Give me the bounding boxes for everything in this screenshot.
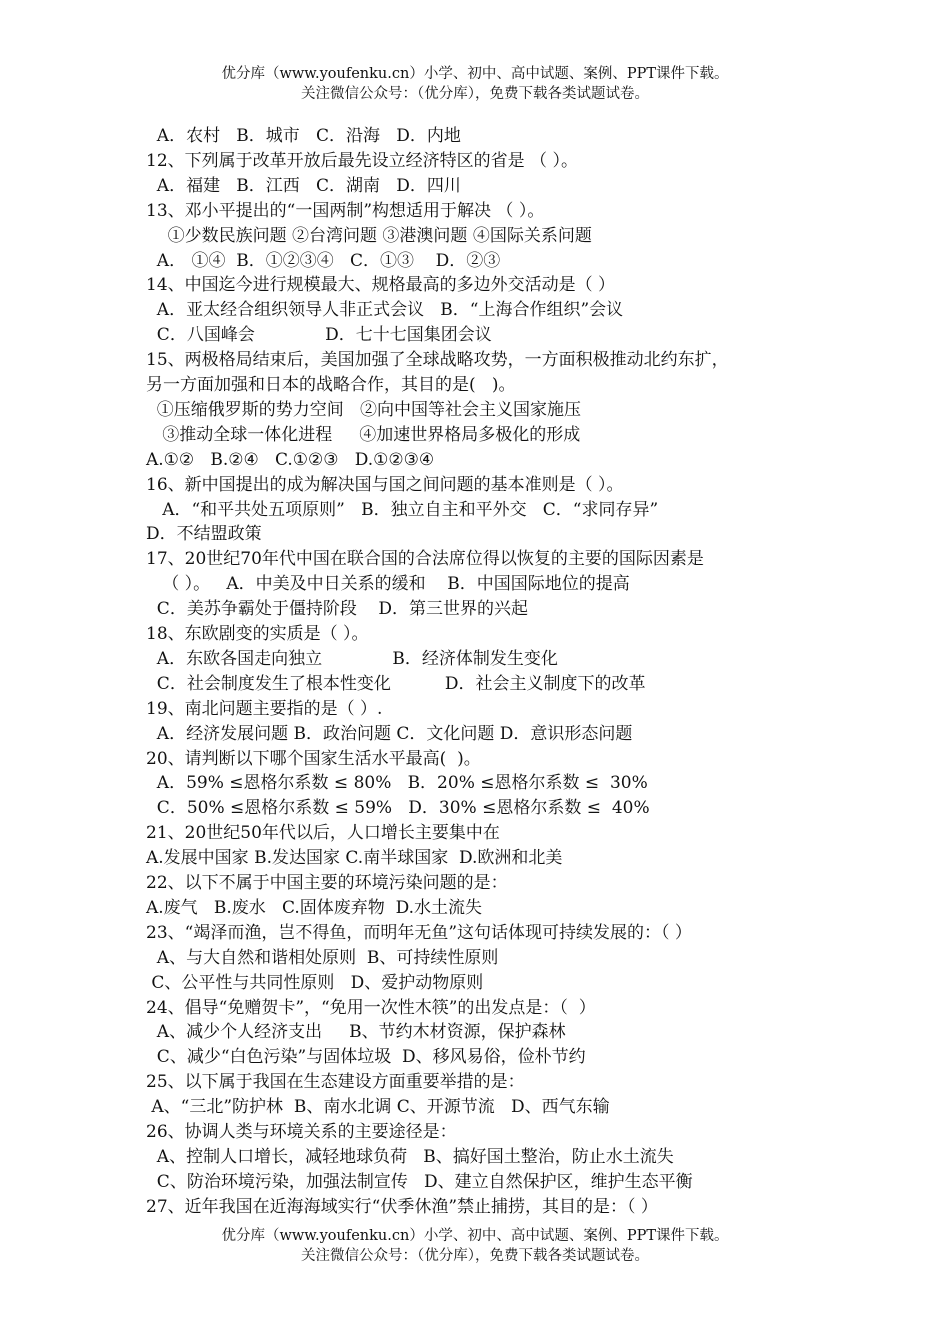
text-line: A．经济发展问题 B．政治问题 C．文化问题 D．意识形态问题 — [146, 723, 633, 744]
text-line: 16、新中国提出的成为解决国与国之间问题的基本准则是（ ）。 — [146, 474, 624, 495]
text-line: 20、请判断以下哪个国家生活水平最高( )。 — [146, 748, 481, 769]
text-line: C．八国峰会 D．七十七国集团会议 — [146, 325, 492, 346]
text-line: 14、中国迄今进行规模最大、规格最高的多边外交活动是（ ） — [146, 275, 616, 296]
text-line: 13、邓小平提出的“一国两制”构想适用于解决 （ ）。 — [146, 200, 545, 221]
text-line: A.发展中国家 B.发达国家 C.南半球国家 D.欧洲和北美 — [146, 848, 563, 869]
text-line: A．亚太经合组织领导人非正式会议 B．“上海合作组织”会议 — [146, 300, 624, 321]
header-line-1: 优分库（www.youfenku.cn）小学、初中、高中试题、案例、PPT课件下载。 — [221, 66, 729, 82]
text-line: C、公平性与共同性原则 D、爱护动物原则 — [146, 972, 484, 993]
text-line: 另一方面加强和日本的战略合作，其目的是( )。 — [146, 375, 516, 395]
text-line: 15、两极格局结束后，美国加强了全球战略攻势，一方面积极推动北约东扩， — [146, 350, 729, 371]
text-line: ①少数民族问题 ②台湾问题 ③港澳问题 ④国际关系问题 — [146, 225, 592, 246]
text-line: 21、20世纪50年代以后，人口增长主要集中在 — [146, 823, 500, 844]
text-line: C、减少“白色污染”与固体垃圾 D、移风易俗，俭朴节约 — [146, 1047, 586, 1068]
text-line: 26、协调人类与环境关系的主要途径是： — [146, 1122, 457, 1142]
text-line: 24、倡导“免赠贺卡”，“免用一次性木筷”的出发点是：（ ） — [146, 997, 596, 1018]
footer-line-2: 关注微信公众号：（优分库），免费下载各类试题试卷。 — [301, 1248, 649, 1264]
text-line: 27、近年我国在近海海域实行“伏季休渔”禁止捕捞，其目的是：（ ） — [146, 1196, 658, 1217]
text-line: A．福建 B．江西 C．湖南 D．四川 — [146, 175, 461, 196]
text-line: C、防治环境污染，加强法制宣传 D、建立自然保护区，维护生态平衡 — [146, 1171, 693, 1192]
text-line: C．美苏争霸处于僵持阶段 D．第三世界的兴起 — [146, 599, 529, 620]
text-line: A．东欧各国走向独立 B．经济体制发生变化 — [146, 648, 558, 669]
text-line: 18、东欧剧变的实质是（ ）。 — [146, 624, 369, 644]
text-line: A．“和平共处五项原则” B．独立自主和平外交 C．“求同存异” — [146, 499, 659, 520]
page-header — [0, 64, 950, 104]
text-line: A、减少个人经济支出 B、节约木材资源，保护森林 — [146, 1022, 566, 1043]
text-line: A、与大自然和谐相处原则 B、可持续性原则 — [146, 947, 499, 968]
text-line: A、控制人口增长，减轻地球负荷 B、搞好国土整治，防止水土流失 — [146, 1146, 674, 1167]
text-line: A．农村 B．城市 C．沿海 D．内地 — [146, 126, 461, 146]
text-line: C．社会制度发生了根本性变化 D．社会主义制度下的改革 — [146, 673, 646, 694]
text-line: 22、以下不属于中国主要的环境污染问题的是： — [146, 873, 508, 893]
text-line: A．59% ≤恩格尔系数 ≤ 80% B．20% ≤恩格尔系数 ≤ 30% — [146, 773, 648, 794]
page-footer — [0, 1226, 950, 1266]
text-line: A、“三北”防护林 B、南水北调 C、开源节流 D、西气东输 — [146, 1097, 610, 1118]
text-line: 19、南北问题主要指的是（ ）. — [146, 698, 383, 719]
text-line: ③推动全球一体化进程 ④加速世界格局多极化的形成 — [146, 424, 581, 445]
text-line: A.废气 B.废水 C.固体废弃物 D.水土流失 — [146, 897, 483, 918]
text-line: A.①② B.②④ C.①②③ D.①②③④ — [146, 449, 435, 470]
text-line: 12、下列属于改革开放后最先设立经济特区的省是 （ ）。 — [146, 150, 578, 171]
text-line: D．不结盟政策 — [146, 524, 262, 545]
text-line: ①压缩俄罗斯的势力空间 ②向中国等社会主义国家施压 — [146, 399, 582, 420]
text-line: C．50% ≤恩格尔系数 ≤ 59% D．30% ≤恩格尔系数 ≤ 40% — [146, 798, 650, 819]
text-line: 17、20世纪70年代中国在联合国的合法席位得以恢复的主要的国际因素是 — [146, 549, 704, 570]
text-line: 25、以下属于我国在生态建设方面重要举措的是： — [146, 1072, 525, 1093]
header-line-2: 关注微信公众号：（优分库），免费下载各类试题试卷。 — [301, 86, 649, 102]
text-line: A． ①④ B．①②③④ C．①③ D．②③ — [146, 250, 501, 271]
text-line: 23、“竭泽而渔，岂不得鱼，而明年无鱼”这句话体现可持续发展的：（ ） — [146, 922, 692, 943]
text-line: （ ）。 A．中美及中日关系的缓和 B．中国国际地位的提高 — [146, 574, 630, 595]
footer-line-1: 优分库（www.youfenku.cn）小学、初中、高中试题、案例、PPT课件下载。 — [221, 1228, 729, 1244]
